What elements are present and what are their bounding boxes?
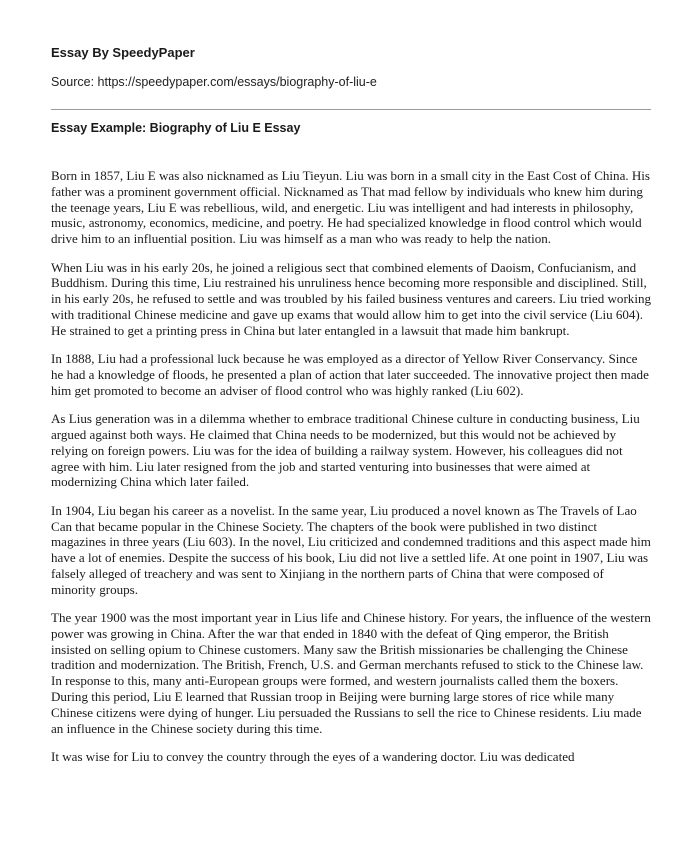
paragraph: In 1904, Liu began his career as a novelist. In the same year, Liu produced a novel known as The Travels of Lao Can that became popular in the Chinese Society. The chapters of the book were published in two distinct magazines in three years (Liu 603). In the novel, Liu criticized and condemned traditions and this aspect made him have a lot of enemies. Despite the success of his book, Liu did not live a settled life. At one point in 1907, Liu was falsely alleged of treachery and was sent to Xinjiang in the northern parts of China that were composed of minority groups. [51, 502, 651, 597]
paragraph: When Liu was in his early 20s, he joined a religious sect that combined elements of Daoism, Confucianism, and Buddhism. During this time, Liu restrained his unruliness hence becoming more responsible and disciplined. Still, in his early 20s, he refused to settle and was troubled by his failed business ventures and careers. Liu tried working with traditional Chinese medicine and gave up exams that would allow him to get into the civil service (Liu 604). He strained to get a printing press in China but later entangled in a lawsuit that made him bankrupt. [51, 259, 651, 338]
paragraph: The year 1900 was the most important year in Lius life and Chinese history. For years, the influence of the western power was growing in China. After the war that ended in 1840 with the defeat of Qing emperor, the British insisted on selling opium to Chinese customers. Many saw the British missionaries be challenging the Chinese tradition and modernization. The British, French, U.S. and German merchants refused to stick to the Chinese law. In response to this, many anti-European groups were formed, and western journalists called them the boxers. During this period, Liu E learned that Russian troop in Beijing were burning large stores of rice while many Chinese citizens were dying of hunger. Liu persuaded the Russians to sell the rice to Chinese residents. Liu made an influence in the Chinese society during this time. [51, 610, 651, 736]
paragraph: As Lius generation was in a dilemma whether to embrace traditional Chinese culture in conducting business, Liu argued against both ways. He claimed that China needs to be modernized, but this would not be achieved by relying on foreign powers. Liu was for the idea of building a railway system. However, his colleagues did not agree with him. Liu later resigned from the job and started venturing into businesses that were aimed at modernizing China which later failed. [51, 411, 640, 490]
brand-heading: Essay By SpeedyPaper [51, 45, 195, 60]
source-line: Source: https://speedypaper.com/essays/biography-of-liu-e [51, 75, 377, 89]
paragraph: In 1888, Liu had a professional luck because he was employed as a director of Yellow River Conservancy. Since he had a knowledge of floods, he presented a plan of action that later succeeded. The innovative project then made him get promoted to become an adviser of flood control who was highly ranked (Liu 602). [51, 351, 649, 398]
divider [51, 109, 651, 110]
paragraph: It was wise for Liu to convey the country through the eyes of a wandering doctor. Liu was dedicated [51, 749, 575, 765]
essay-body [51, 168, 651, 777]
essay-title: Essay Example: Biography of Liu E Essay [51, 121, 301, 135]
paragraph: Born in 1857, Liu E was also nicknamed as Liu Tieyun. Liu was born in a small city in the East Cost of China. His father was a prominent government official. Nicknamed as That mad fellow by individuals who knew him during the teenage years, Liu E was rebellious, wild, and energetic. Liu was intelligent and had interests in philosophy, music, astronomy, economics, medicine, and poetry. He had specialized knowledge in flood control which would drive him to an influential position. Liu was himself as a man who was ready to help the nation. [51, 168, 651, 247]
